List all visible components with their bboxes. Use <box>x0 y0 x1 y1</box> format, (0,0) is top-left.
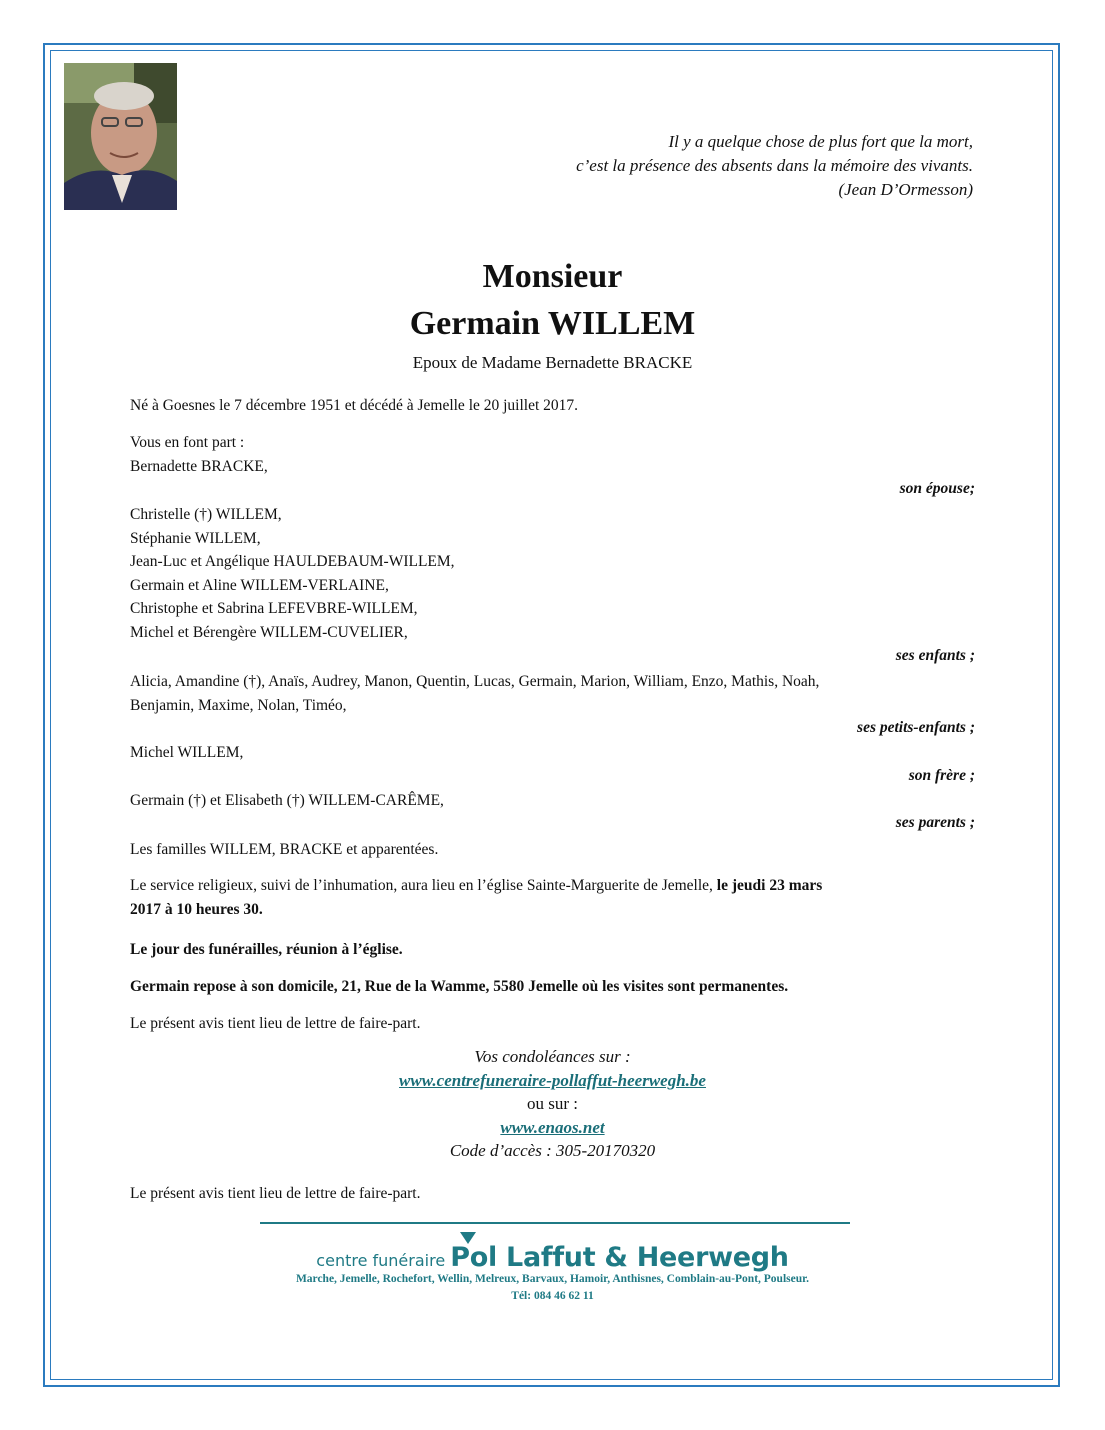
children-list <box>130 503 975 644</box>
list-item: Christophe et Sabrina LEFEVBRE-WILLEM, <box>130 600 418 617</box>
announce-text: Vous en font part : <box>130 434 245 451</box>
list-item: Germain et Aline WILLEM-VERLAINE, <box>130 576 389 594</box>
relation-grandchildren: ses petits-enfants ; <box>857 719 975 736</box>
epigraph-quote <box>453 130 973 202</box>
relation-brother: son frère ; <box>908 767 975 784</box>
condolences-block <box>0 1045 1105 1163</box>
relation-children: ses enfants ; <box>895 647 975 664</box>
portrait-photo <box>64 63 177 210</box>
announce-block <box>130 431 975 478</box>
notice-line-2: Le présent avis tient lieu de lettre de faire-part. <box>130 1185 421 1202</box>
families-line: Les familles WILLEM, BRACKE et apparentées. <box>130 841 439 858</box>
spouse-name: Bernadette BRACKE, <box>130 457 268 475</box>
grandchildren-list <box>130 670 975 717</box>
list-item: Jean-Luc et Angélique HAULDEBAUM-WILLEM, <box>130 553 455 570</box>
birth-death-line: Né à Goesnes le 7 décembre 1951 et décédé à Jemelle le 20 juillet 2017. <box>130 397 579 414</box>
funeral-day-line: Le jour des funérailles, réunion à l’église. <box>130 941 403 958</box>
brand-prefix: centre funéraire <box>316 1251 446 1270</box>
condolences-link-funeral-home[interactable]: www.centrefuneraire-pollaffut-heerwegh.be <box>399 1070 706 1090</box>
access-code: Code d’accès : 305-20170320 <box>449 1141 656 1160</box>
footer-phone: Tél: 084 46 62 11 <box>511 1290 594 1302</box>
quote-line-1: Il y a quelque chose de plus fort que la mort, <box>668 132 973 151</box>
funeral-home-logo <box>0 1242 1105 1273</box>
service-date-part-1: le jeudi 23 mars <box>716 877 823 894</box>
deceased-name: Germain WILLEM <box>409 305 696 342</box>
quote-line-2: c’est la présence des absents dans la mémoire des vivants. <box>576 156 973 175</box>
list-item: Christelle (†) WILLEM, <box>130 506 282 523</box>
list-item: Alicia, Amandine (†), Anaïs, Audrey, Manon, Quentin, Lucas, Germain, Marion, William, Enzo, Mathis, Noah, <box>130 673 820 690</box>
service-paragraph <box>130 874 975 921</box>
condolences-intro: Vos condoléances sur : <box>474 1047 631 1066</box>
footer-divider <box>260 1222 850 1224</box>
list-item: Stéphanie WILLEM, <box>130 529 261 547</box>
notice-line-1: Le présent avis tient lieu de lettre de faire-part. <box>130 1015 421 1032</box>
service-date-part-2: 2017 à 10 heures 30. <box>130 900 263 918</box>
brand-name: Pol Laffut & Heerwegh <box>450 1242 789 1273</box>
brother-name: Michel WILLEM, <box>130 744 244 761</box>
list-item: Michel et Bérengère WILLEM-CUVELIER, <box>130 623 408 641</box>
portrait-image <box>64 63 177 210</box>
honorific-title: Monsieur <box>482 258 623 295</box>
service-text: Le service religieux, suivi de l’inhumation, aura lieu en l’église Sainte-Marguerite de Jemelle, <box>130 877 717 894</box>
rest-line: Germain repose à son domicile, 21, Rue de la Wamme, 5580 Jemelle où les visites sont permanentes. <box>130 978 789 995</box>
parents-name: Germain (†) et Elisabeth (†) WILLEM-CARÊME, <box>130 792 444 809</box>
condolences-link-enaos[interactable]: www.enaos.net <box>500 1117 605 1137</box>
footer-towns: Marche, Jemelle, Rochefort, Wellin, Melreux, Barvaux, Hamoir, Anthisnes, Comblain-au-Pont, Poulseur. <box>295 1273 810 1285</box>
condolences-or: ou sur : <box>527 1094 578 1113</box>
quote-author: (Jean D’Ormesson) <box>838 180 973 199</box>
list-item: Benjamin, Maxime, Nolan, Timéo, <box>130 696 347 714</box>
spouse-line: Epoux de Madame Bernadette BRACKE <box>412 353 693 372</box>
relation-spouse: son épouse; <box>899 480 975 497</box>
relation-parents: ses parents ; <box>895 814 975 831</box>
